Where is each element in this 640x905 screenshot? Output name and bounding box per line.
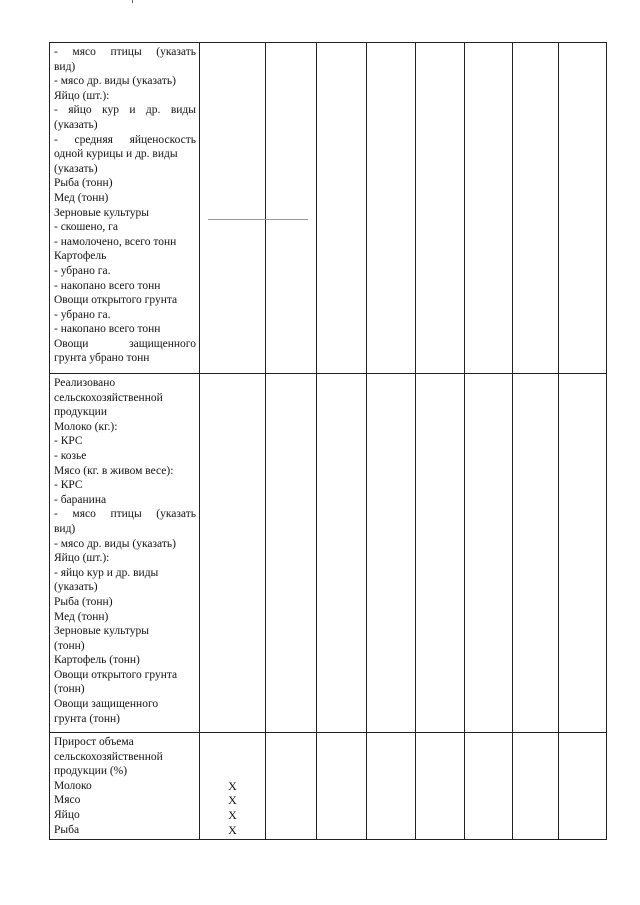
value-cell[interactable] [200, 43, 266, 374]
row-label-line: Овощи защищенного [54, 698, 159, 711]
row-label-line: - козье [54, 449, 87, 462]
value-cell[interactable] [559, 374, 607, 733]
row-label-line: (указать) [54, 581, 98, 594]
value-cell[interactable] [266, 733, 317, 840]
row-label-cell [50, 733, 200, 840]
scan-mark [132, 0, 133, 3]
not-applicable-mark: X [228, 778, 237, 793]
row-label-line: - мясо др. виды (указать) [54, 537, 176, 550]
row-label-line: (тонн) [54, 639, 85, 652]
row-label-line: - КРС [54, 479, 83, 492]
value-cell[interactable] [559, 43, 607, 374]
value-cell[interactable] [200, 374, 266, 733]
row-label-line: Яйцо [54, 808, 80, 821]
row-label-line: - мясо птицы (указать [54, 508, 196, 521]
value-cell[interactable] [416, 43, 465, 374]
row-label-line: Мясо (кг. в живом весе): [54, 464, 174, 477]
value-cell[interactable] [513, 43, 559, 374]
row-label-line: Мясо [54, 794, 81, 807]
row-label-line: Овощи защищенного [54, 337, 196, 350]
row-label-line: Зерновые культуры [54, 206, 149, 219]
row-label-line: (тонн) [54, 683, 85, 696]
row-label-line: грунта убрано тонн [54, 352, 150, 365]
row-label-line: - скошено, га [54, 221, 118, 234]
row-label-line: - КРС [54, 435, 83, 448]
value-cell [200, 733, 266, 840]
stray-pen-stroke [208, 219, 308, 220]
value-cell[interactable] [416, 733, 465, 840]
value-cell[interactable] [416, 374, 465, 733]
table-row [50, 43, 607, 374]
row-label-line: Мед (тонн) [54, 610, 109, 623]
not-applicable-mark: X [228, 807, 237, 822]
row-label-line: (указать) [54, 118, 98, 131]
row-label-line: Яйцо (шт.): [54, 89, 110, 102]
row-label-line: Овощи открытого грунта [54, 294, 178, 307]
value-cell[interactable] [367, 374, 416, 733]
row-label-line: - убрано га. [54, 308, 111, 321]
value-cell[interactable] [513, 374, 559, 733]
row-label-line: Картофель (тонн) [54, 654, 140, 667]
value-cell[interactable] [465, 374, 513, 733]
row-label-line: Овощи открытого грунта [54, 668, 178, 681]
row-label-line: - баранина [54, 493, 107, 506]
row-label-line: Зерновые культуры [54, 625, 149, 638]
row-label-line: - мясо птицы (указать [54, 46, 196, 58]
value-cell[interactable] [367, 43, 416, 374]
value-cell[interactable] [513, 733, 559, 840]
row-label-line: Реализовано [54, 377, 116, 389]
row-label-cell [50, 43, 200, 374]
row-label-line: вид) [54, 60, 76, 73]
value-cell[interactable] [367, 733, 416, 840]
row-label-line: - мясо др. виды (указать) [54, 75, 176, 88]
value-cell[interactable] [266, 43, 317, 374]
value-cell[interactable] [266, 374, 317, 733]
row-label-line: Мед (тонн) [54, 191, 109, 204]
row-label-line: - яйцо кур и др. виды [54, 104, 196, 117]
row-label-line: - убрано га. [54, 264, 111, 277]
not-applicable-mark: X [228, 793, 237, 808]
row-label-line: сельскохозяйственной [54, 750, 163, 763]
row-label-line: одной курицы и др. виды [54, 148, 178, 161]
value-cell[interactable] [465, 733, 513, 840]
table-row [50, 733, 607, 840]
row-label-line: - яйцо кур и др. виды [54, 566, 159, 579]
row-label-line: - накопано всего тонн [54, 323, 161, 336]
value-cell[interactable] [317, 733, 367, 840]
row-label-line: Картофель [54, 250, 107, 263]
value-cell[interactable] [317, 43, 367, 374]
row-label-line: - средняя яйценоскость [54, 133, 196, 146]
row-label-line: Молоко (кг.): [54, 420, 118, 433]
value-cell[interactable] [317, 374, 367, 733]
row-label-line: Яйцо (шт.): [54, 552, 110, 565]
report-table [49, 42, 607, 840]
value-cell[interactable] [559, 733, 607, 840]
value-cell[interactable] [465, 43, 513, 374]
row-label-line: сельскохозяйственной [54, 391, 163, 404]
not-applicable-mark: X [228, 822, 237, 837]
row-label-line: Рыба (тонн) [54, 177, 113, 190]
row-label-line: (указать) [54, 162, 98, 175]
row-label-cell [50, 374, 200, 733]
row-label-line: Рыба [54, 823, 80, 836]
row-label-line: Молоко [54, 779, 92, 792]
row-label-line: - накопано всего тонн [54, 279, 161, 292]
table-row [50, 374, 607, 733]
row-label-line: Прирост объема [54, 736, 134, 748]
row-label-line: продукции [54, 406, 107, 419]
row-label-line: вид) [54, 522, 76, 535]
row-label-line: грунта (тонн) [54, 712, 120, 725]
row-label-line: - намолочено, всего тонн [54, 235, 177, 248]
row-label-line: продукции (%) [54, 765, 128, 778]
row-label-line: Рыба (тонн) [54, 595, 113, 608]
